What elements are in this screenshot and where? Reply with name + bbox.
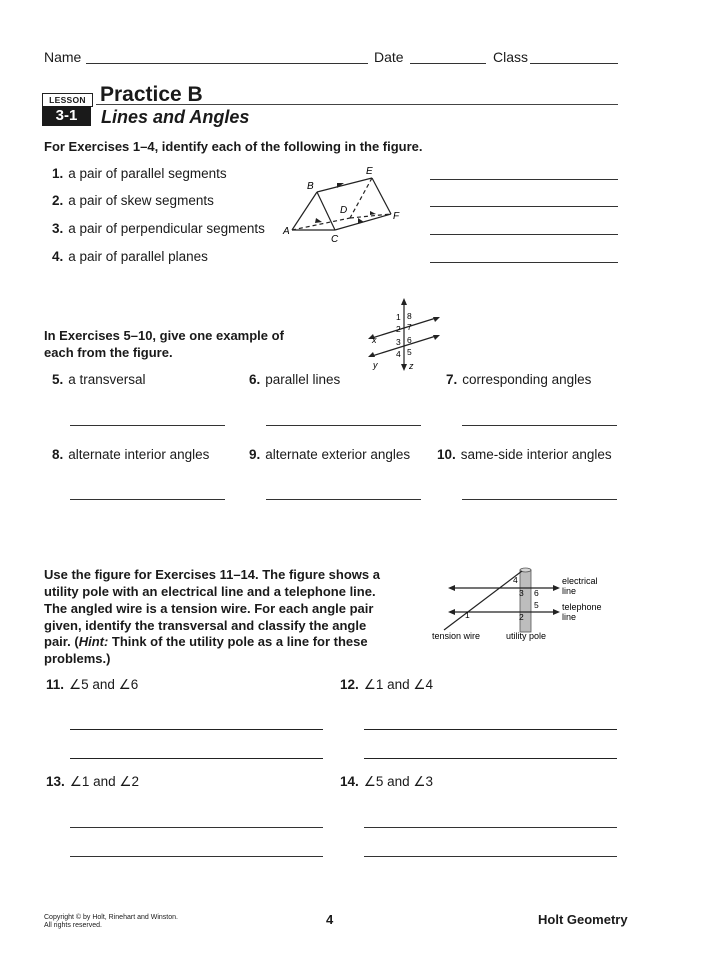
prism-label-c: C bbox=[331, 234, 339, 245]
date-field[interactable] bbox=[410, 63, 486, 64]
lesson-badge bbox=[42, 93, 93, 107]
prism-label-b: B bbox=[307, 181, 314, 192]
exercise-5: 5. a transversal bbox=[52, 372, 146, 387]
title-rule bbox=[96, 104, 618, 105]
section3-line3: The angled wire is a tension wire. For each angle pair bbox=[44, 601, 374, 616]
exercise-7: 7. corresponding angles bbox=[446, 372, 592, 387]
exercise-3: 3. a pair of perpendicular segments bbox=[52, 221, 265, 236]
answer-line-13b[interactable] bbox=[70, 856, 323, 857]
answer-line-4[interactable] bbox=[430, 262, 618, 263]
answer-line-14a[interactable] bbox=[364, 827, 617, 828]
answer-line-11a[interactable] bbox=[70, 729, 323, 730]
section3-line4: given, identify the transversal and classify the angle bbox=[44, 618, 367, 633]
answer-line-5[interactable] bbox=[70, 425, 225, 426]
pole-angle-4: 4 bbox=[513, 575, 518, 585]
angle-label-7: 7 bbox=[407, 322, 412, 332]
angle-label-8: 8 bbox=[407, 311, 412, 321]
angle-label-1: 1 bbox=[396, 312, 401, 322]
pole-angle-1: 1 bbox=[465, 610, 470, 620]
pole-angle-5: 5 bbox=[534, 600, 539, 610]
tension-wire-label: tension wire bbox=[432, 631, 481, 641]
angle-label-3: 3 bbox=[396, 337, 401, 347]
angle-label-2: 2 bbox=[396, 324, 401, 334]
answer-line-1[interactable] bbox=[430, 179, 618, 180]
section3-line5: problems.) bbox=[44, 651, 111, 666]
electrical-line-label-1: electrical bbox=[562, 576, 598, 586]
section3-line2: utility pole with an electrical line and a telephone line. bbox=[44, 584, 376, 599]
answer-line-3[interactable] bbox=[430, 234, 618, 235]
answer-line-6[interactable] bbox=[266, 425, 421, 426]
exercise-2: 2. a pair of skew segments bbox=[52, 193, 214, 208]
page-subtitle: Lines and Angles bbox=[101, 107, 250, 127]
exercise-4: 4. a pair of parallel planes bbox=[52, 249, 208, 264]
exercise-13: 13. ∠1 and ∠2 bbox=[46, 774, 140, 789]
utility-pole-label: utility pole bbox=[506, 631, 547, 641]
answer-line-9[interactable] bbox=[266, 499, 421, 500]
telephone-line-label-1: telephone bbox=[562, 602, 602, 612]
page-number: 4 bbox=[326, 912, 334, 927]
exercise-10: 10. same-side interior angles bbox=[437, 447, 612, 462]
answer-line-10[interactable] bbox=[462, 499, 617, 500]
section2-instructions-line2: each from the figure. bbox=[44, 345, 173, 360]
section3-hint-line: pair. (Hint: Think of the utility pole as a line for these bbox=[44, 634, 368, 649]
exercise-12: 12. ∠1 and ∠4 bbox=[340, 677, 434, 692]
name-field[interactable] bbox=[86, 63, 368, 64]
name-label: Name bbox=[44, 49, 82, 65]
utility-pole-figure bbox=[428, 566, 618, 646]
exercise-11: 11. ∠5 and ∠6 bbox=[46, 677, 139, 692]
answer-line-12b[interactable] bbox=[364, 758, 617, 759]
lesson-number-badge bbox=[42, 106, 91, 126]
date-label: Date bbox=[374, 49, 404, 65]
pole-angle-3: 3 bbox=[519, 588, 524, 598]
lesson-badge-label: LESSON bbox=[49, 95, 86, 105]
prism-figure bbox=[278, 162, 408, 246]
angle-label-4: 4 bbox=[396, 349, 401, 359]
telephone-line-label-2: line bbox=[562, 612, 577, 622]
copyright-line2: All rights reserved. bbox=[44, 922, 102, 929]
lesson-number: 3-1 bbox=[55, 107, 78, 124]
prism-label-e: E bbox=[366, 166, 373, 177]
exercise-1: 1. a pair of parallel segments bbox=[52, 166, 227, 181]
exercise-8: 8. alternate interior angles bbox=[52, 447, 210, 462]
line-label-y: y bbox=[373, 360, 378, 370]
answer-line-14b[interactable] bbox=[364, 856, 617, 857]
exercise-6: 6. parallel lines bbox=[249, 372, 341, 387]
angle-label-6: 6 bbox=[407, 335, 412, 345]
pole-angle-6: 6 bbox=[534, 588, 539, 598]
utility-pole bbox=[520, 570, 531, 632]
class-field[interactable] bbox=[530, 63, 618, 64]
prism-label-f: F bbox=[393, 211, 400, 222]
answer-line-11b[interactable] bbox=[70, 758, 323, 759]
pole-angle-2: 2 bbox=[519, 612, 524, 622]
answer-line-7[interactable] bbox=[462, 425, 617, 426]
section3-line1: Use the figure for Exercises 11–14. The figure shows a bbox=[44, 567, 380, 582]
angle-label-5: 5 bbox=[407, 347, 412, 357]
class-label: Class bbox=[493, 49, 529, 65]
prism-label-a: A bbox=[283, 226, 290, 237]
line-label-x: x bbox=[372, 335, 377, 345]
answer-line-13a[interactable] bbox=[70, 827, 323, 828]
exercise-14: 14. ∠5 and ∠3 bbox=[340, 774, 434, 789]
section2-instructions-line1: In Exercises 5–10, give one example of bbox=[44, 328, 284, 343]
section1-instructions: For Exercises 1–4, identify each of the following in the figure. bbox=[44, 139, 423, 154]
transversal-figure bbox=[364, 296, 444, 374]
answer-line-12a[interactable] bbox=[364, 729, 617, 730]
answer-line-8[interactable] bbox=[70, 499, 225, 500]
line-label-z: z bbox=[409, 361, 414, 371]
page-title: Practice B bbox=[100, 83, 203, 106]
prism-label-d: D bbox=[340, 205, 348, 216]
book-title: Holt Geometry bbox=[538, 912, 628, 927]
electrical-line-label-2: line bbox=[562, 586, 577, 596]
answer-line-2[interactable] bbox=[430, 206, 618, 207]
exercise-9: 9. alternate exterior angles bbox=[249, 447, 411, 462]
copyright-line1: Copyright © by Holt, Rinehart and Winston. bbox=[44, 914, 178, 921]
